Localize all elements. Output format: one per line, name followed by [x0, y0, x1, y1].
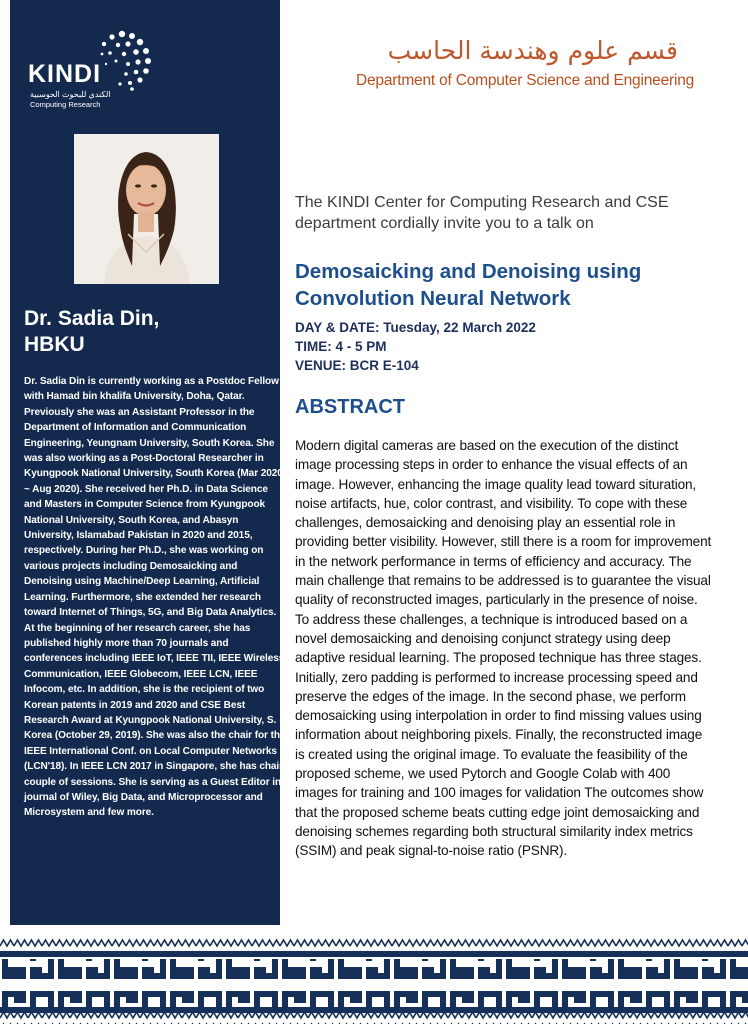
invitation-text: The KINDI Center for Computing Research and CSE department cordially invite you to a talk on	[295, 194, 669, 232]
venue-label: VENUE:	[295, 358, 347, 373]
kindi-logo-subtitle: Computing Research	[30, 100, 101, 109]
department-english: Department of Computer Science and Engineering	[356, 72, 695, 89]
talk-title: Demosaicking and Denoising using Convolution Neural Network	[295, 260, 642, 310]
kindi-logo-arabic: الكندي للبحوث الحوسبية	[30, 90, 111, 99]
time-row	[295, 337, 536, 356]
talk-details	[295, 318, 536, 375]
speaker-photo	[74, 134, 219, 284]
speaker-name	[24, 306, 159, 358]
date-label: DAY & DATE:	[295, 320, 380, 335]
time-label: TIME:	[295, 339, 332, 354]
abstract-heading: ABSTRACT	[295, 396, 405, 418]
venue-row	[295, 356, 536, 375]
department-arabic: قسم علوم وهندسة الحاسب	[387, 36, 678, 65]
date-value: Tuesday, 22 March 2022	[383, 320, 536, 335]
time-value: 4 - 5 PM	[335, 339, 387, 354]
speaker-sidebar	[10, 0, 286, 925]
speaker-bio: Dr. Sadia Din is currently working as a Postdoc Fellow with Hamad bin khalifa University, Doha, Qatar. Previously she was an Assistant Professor in the Department of Information and Communication Engineering, Yeungnam University, South Korea. She was also working as a Post-Doctoral Researcher in Kyungpook National University, South Korea (Mar 2020 ~ Aug 2020). She received her Ph.D. in Data Science and Masters in Computer Science from Kyungpook National University, South Korea, and Abasyn University, Islamabad Pakistan in 2020 and 2015, respectively. During her Ph.D., she was working on various projects including Demosaicking and Denoising using Machine/Deep Learning, Artificial Learning. Furthermore, she extended her research toward Internet of Things, 5G, and Big Data Analytics. At the beginning of her research career, she has published highly more than 70 journals and conferences including IEEE IoT, IEEE TII, IEEE Wireless Communication, IEEE Globecom, IEEE LCN, IEEE Infocom, etc. In addition, she is the recipient of two Korean patents in 2019 and 2020 and CSE Best Research Award at Kyungpook National University, S. Korea (October 29, 2019). She was also the chair for the IEEE International Conf. on Local Computer Networks (LCN'18). In IEEE LCN 2017 in Singapore, she has chair couple of sessions. She is serving as a Guest Editor in journal of Wiley, Big Data, and Microprocessor and Microsystem and few more.	[24, 376, 286, 819]
venue-value: BCR E-104	[349, 358, 419, 373]
kufic-pattern	[0, 937, 748, 1024]
kindi-logo-text: KINDI	[28, 60, 102, 88]
abstract-body: Modern digital cameras are based on the execution of the distinct image processing steps in order to enhance the visual effects of an image. However, enhancing the image quality lead toward situration, noise artifacts, hue, color contrast, and visibility. To cope with these challenges, demosaicking and denoising play an essential role in providing better visibility. However, still there is a room for improvement in the network performance in terms of efficiency and accuracy. The main challenge that remains to be addressed is to guarantee the visual quality of reconstructed images, particularly in the presence of noise. To address these challenges, a technique is introduced based on a novel demosaicking and denoising conjunct strategy using deep adaptive residual learning. The proposed technique has three stages. Initially, zero padding is performed to increase processing speed and preserve the edges of the image. In the second phase, we perform demosaicking using interpolation in order to find missing values using information about neighboring pixels. Finally, the reconstructed image is created using the original image. To evaluate the feasibility of the proposed scheme, we used Pytorch and Google Colab with 400 images for training and 100 images for validation The outcomes show that the proposed scheme beats cutting edge joint demosaicking and denoising schemes regarding both structural similarity index metrics (SSIM) and peak signal-to-noise ratio (PSNR).	[295, 438, 712, 859]
speaker-name-line1: Dr. Sadia Din,	[24, 307, 160, 330]
date-row	[295, 318, 536, 337]
speaker-affiliation: HBKU	[24, 333, 85, 356]
kindi-logo	[28, 28, 168, 108]
